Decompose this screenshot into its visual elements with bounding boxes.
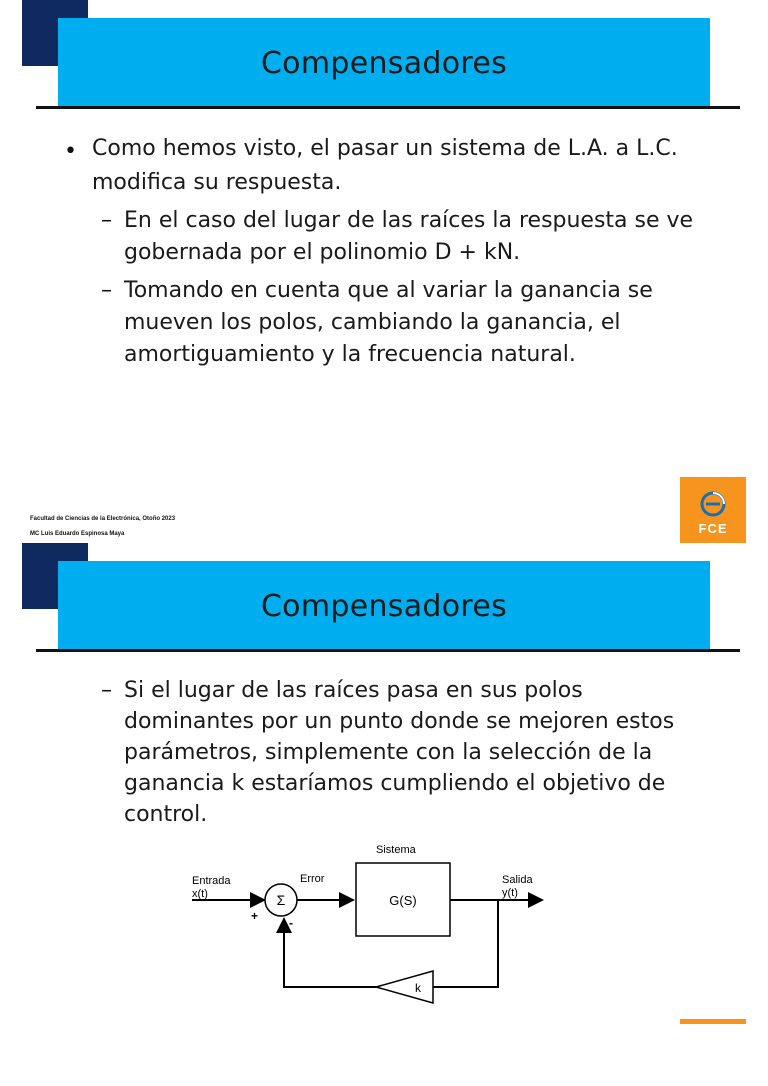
- entrada-label: Entrada: [192, 875, 231, 887]
- salida-signal: y(t): [502, 887, 518, 899]
- plant-label: G(S): [389, 893, 417, 908]
- sub-bullet-1-line-1: En el caso del lugar de las raíces la respuesta se ve: [124, 208, 694, 233]
- slide-title: Compensadores: [260, 46, 508, 81]
- gain-block: [376, 971, 433, 1003]
- sub-bullet-1-line-2: gobernada por el polinomio D + kN.: [124, 240, 521, 265]
- fce-logo-icon: [680, 477, 746, 521]
- sub-bullet-line-5: control.: [124, 802, 208, 827]
- dash-icon: –: [101, 278, 112, 303]
- sub-bullet-2-line-2: mueven los polos, cambiando la ganancia, el: [124, 310, 621, 335]
- footer-faculty: Facultad de Ciencias de la Electrónica, Otoño 2023: [30, 516, 176, 522]
- gain-label: k: [415, 981, 421, 995]
- sub-bullet-line-1: Si el lugar de las raíces pasa en sus polos: [124, 678, 583, 703]
- dash-icon: –: [101, 208, 112, 233]
- minus-sign: -: [289, 916, 293, 930]
- sub-bullet-2-line-1: Tomando en cuenta que al variar la ganancia se: [124, 278, 653, 303]
- salida-label: Salida: [502, 874, 533, 886]
- slide-title: Compensadores: [260, 589, 508, 624]
- block-diagram: [180, 833, 560, 1013]
- title-divider: [36, 106, 740, 109]
- slide-2: [0, 543, 768, 1086]
- sum-symbol: Σ: [276, 892, 286, 908]
- fce-logo: [680, 477, 746, 543]
- sistema-label: Sistema: [376, 844, 416, 856]
- title-divider: [36, 649, 740, 652]
- dash-icon: –: [101, 678, 112, 703]
- sub-bullet-line-4: ganancia k estaríamos cumpliendo el objetivo de: [124, 771, 666, 796]
- bullet-line-1: Como hemos visto, el pasar un sistema de L.A. a L.C.: [92, 136, 678, 161]
- sub-bullet-2-line-3: amortiguamiento y la frecuencia natural.: [124, 342, 576, 367]
- bullet-line-2: modifica su respuesta.: [92, 170, 342, 195]
- plus-sign: +: [251, 909, 259, 923]
- logo-text: FCE: [698, 521, 728, 536]
- error-label: Error: [300, 873, 325, 885]
- entrada-signal: x(t): [192, 888, 208, 900]
- bullet-icon: •: [64, 139, 77, 164]
- logo-edge: [680, 1019, 746, 1024]
- sub-bullet-line-2: dominantes por un punto donde se mejoren estos: [124, 709, 675, 734]
- sub-bullet-line-3: parámetros, simplemente con la selección de la: [124, 740, 653, 765]
- footer-author: MC Luis Eduardo Espinosa Maya: [30, 531, 125, 537]
